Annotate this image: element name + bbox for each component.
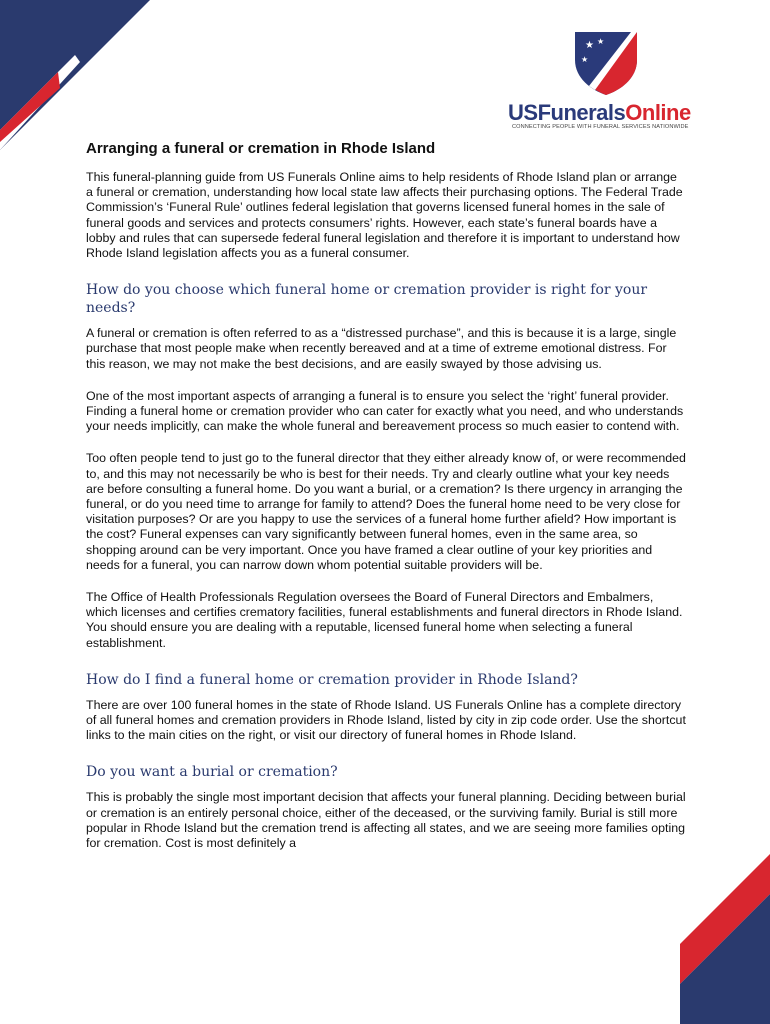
paragraph: There are over 100 funeral homes in the state of Rhode Island. US Funerals Online has a complete directory of all funeral homes and cremation providers in Rhode Island, listed by city in zip code order. Use the shortcut links to the main cities on the right, or visit our directory of funeral homes in Rhode Island.: [86, 697, 686, 743]
page-title: Arranging a funeral or cremation in Rhode Island: [86, 140, 436, 157]
section-heading-choose-provider: How do you choose which funeral home or cremation provider is right for your needs?: [86, 282, 648, 317]
intro-paragraph: This funeral-planning guide from US Funerals Online aims to help residents of Rhode Island plan or arrange a funeral or cremation, understanding how local state law affects their purchasing options. The Federal Trade Commission’s ‘Funeral Rule’ outlines federal legislation that governs licensed funeral homes in the sale of funeral goods and services and protects consumers’ rights. However, each state’s funeral boards have a lobby and rules that can supersede federal funeral legislation and therefore it is important to understand how Rhode Island legislation affects you as a funeral consumer.: [86, 170, 683, 261]
paragraph: This is probably the single most important decision that affects your funeral planning. Deciding between burial or cremation is an entirely personal choice, either of the deceased, or the surviving family. Burial is still more popular in Rhode Island but the cremation trend is affecting all states, and we are seeing more families opting for cremation. Cost is most definitely a: [86, 790, 686, 851]
document-body: [86, 140, 686, 868]
shield-icon: [573, 30, 639, 96]
logo-wordmark: USFuneralsOnline: [508, 100, 691, 125]
section-heading-burial-or-cremation: Do you want a burial or cremation?: [86, 764, 338, 781]
paragraph: The Office of Health Professionals Regulation oversees the Board of Funeral Directors and Embalmers, which licenses and certifies crematory facilities, funeral establishments and funeral directors in Rhode Island. You should ensure you are dealing with a reputable, licensed funeral home when selecting a funeral establishment.: [86, 590, 683, 650]
site-logo: [508, 30, 708, 130]
paragraph: Too often people tend to just go to the funeral director that they either already know of, or were recommended to, and this may not necessarily be who is best for their needs. Try and clearly outline what your key needs are before consulting a funeral home. Do you want a burial, or a cremation? Is there urgency in arranging the funeral, or do you need time to arrange for family to attend? Does the funeral home need to be very close for visitation purposes? Or are you happy to use the services of a funeral home further afield? How important is the cost? Funeral expenses can vary significantly between funeral homes, even in the same area, so shopping around can be very important. Once you have framed a clear outline of your key priorities and needs for a funeral, you can narrow down whom potential suitable providers will be.: [86, 451, 686, 572]
svg-text:★: ★: [581, 55, 589, 64]
logo-tagline: CONNECTING PEOPLE WITH FUNERAL SERVICES NATIONWIDE: [512, 124, 689, 130]
svg-text:★: ★: [597, 37, 605, 46]
corner-decoration-bottom: [680, 854, 770, 1024]
svg-text:★: ★: [585, 40, 594, 51]
section-heading-find-provider: How do I find a funeral home or cremation provider in Rhode Island?: [86, 671, 578, 688]
corner-decoration-top: [0, 0, 150, 150]
paragraph: One of the most important aspects of arranging a funeral is to ensure you select the ‘right’ funeral provider. Finding a funeral home or cremation provider who can cater for exactly what you need, and who understands your needs implicitly, can make the whole funeral and bereavement process so much easier to contend with.: [86, 388, 684, 434]
paragraph: A funeral or cremation is often referred to as a “distressed purchase”, and this is because it is a large, single purchase that most people make when recently bereaved and at a time of extreme emotional distress. For this reason, we may not make the best decisions, and are easily swayed by those advising us.: [86, 326, 677, 371]
